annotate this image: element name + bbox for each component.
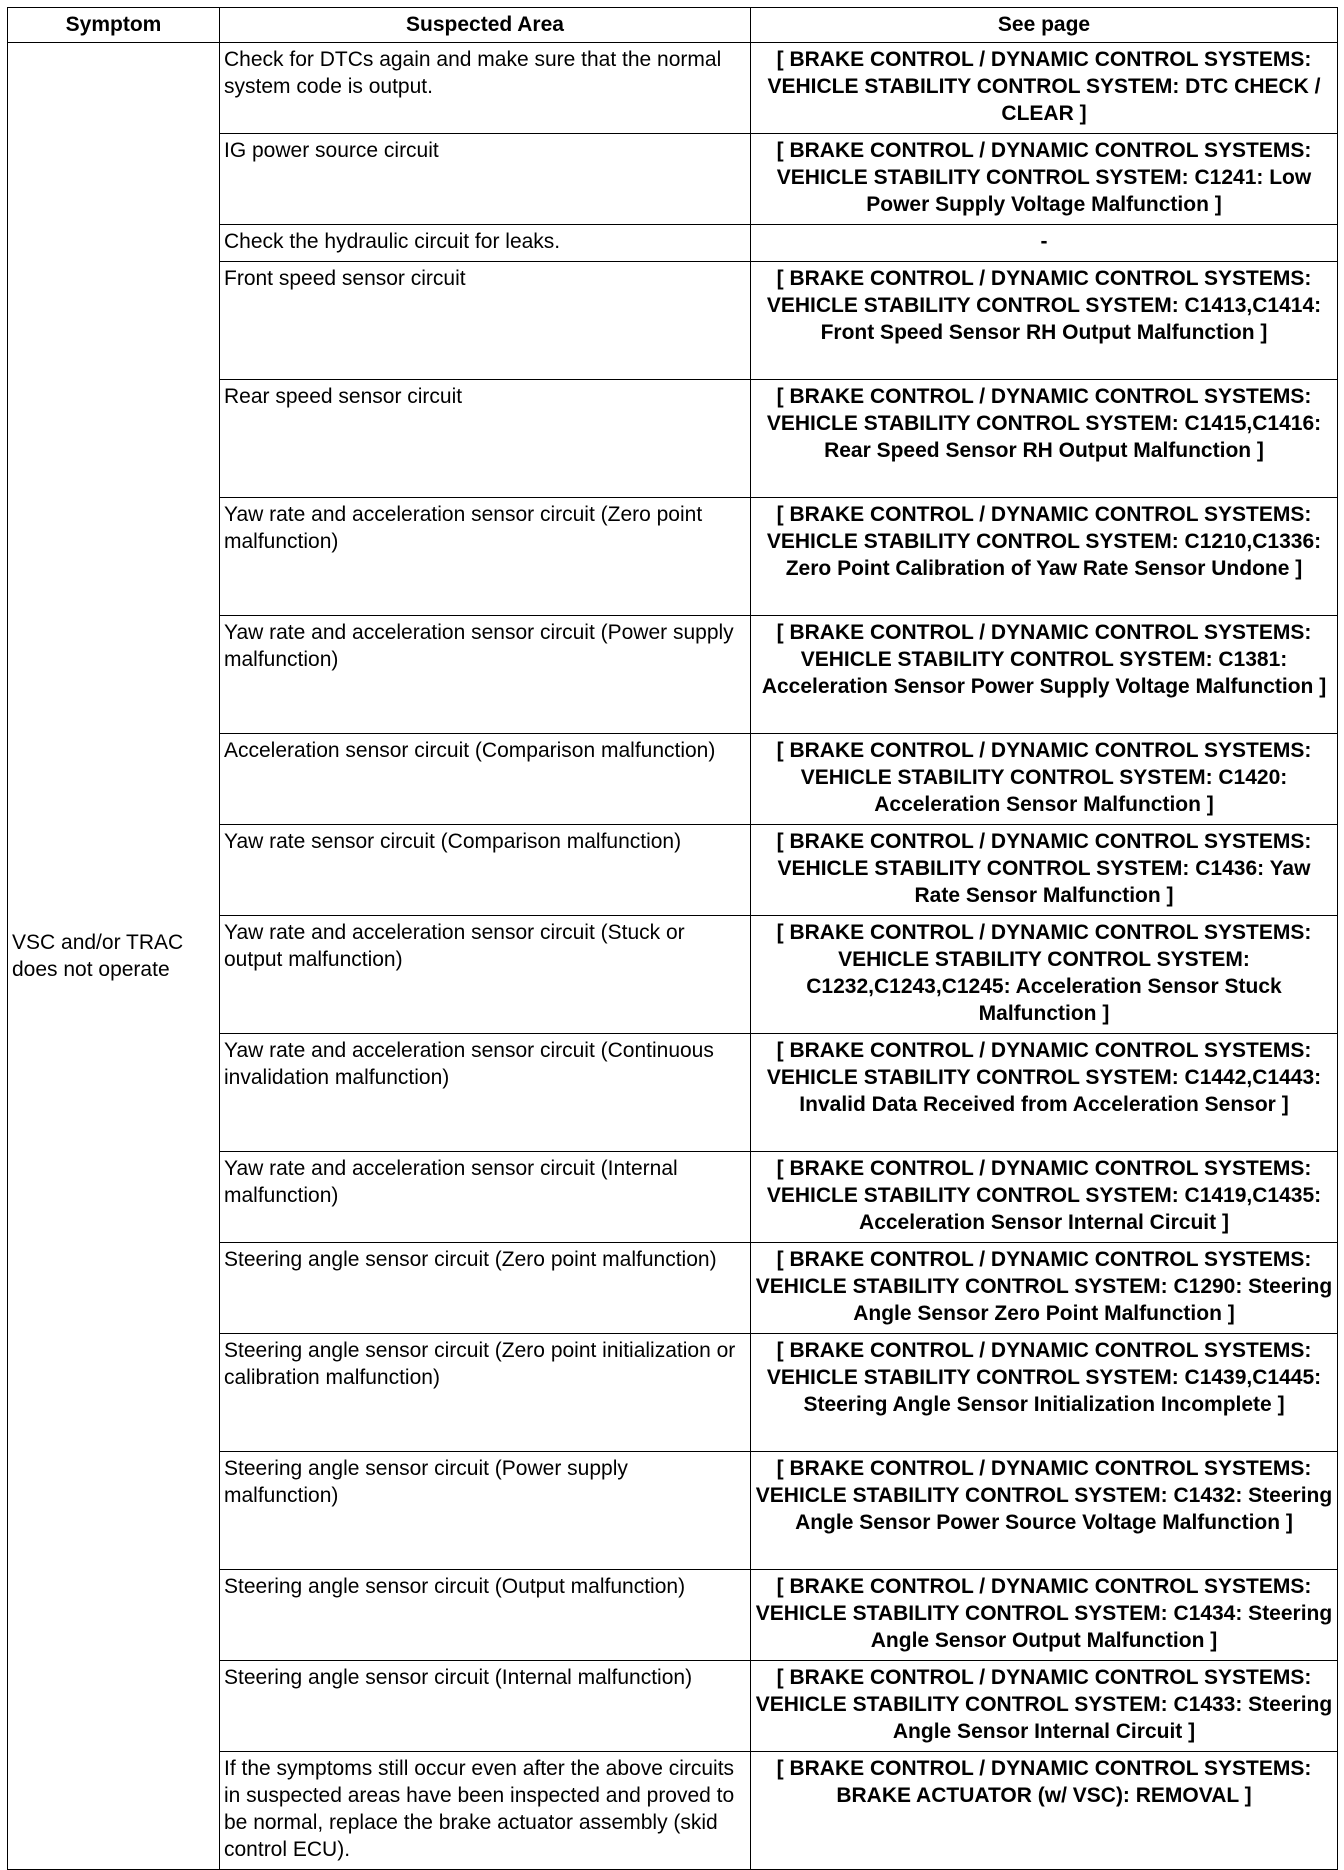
suspected-area-cell: IG power source circuit <box>220 134 751 225</box>
see-page-reference: [ BRAKE CONTROL / DYNAMIC CONTROL SYSTEMS: VEHICLE STABILITY CONTROL SYSTEM: C1290: Steering Angle Sensor Zero Point Malfunction ] <box>751 1243 1338 1334</box>
see-page-reference: [ BRAKE CONTROL / DYNAMIC CONTROL SYSTEMS: VEHICLE STABILITY CONTROL SYSTEM: C1413,C1414: Front Speed Sensor RH Output Malfunction ] <box>751 262 1338 380</box>
suspected-area-cell: Steering angle sensor circuit (Zero point initialization or calibration malfunction) <box>220 1334 751 1452</box>
see-page-reference: [ BRAKE CONTROL / DYNAMIC CONTROL SYSTEMS: VEHICLE STABILITY CONTROL SYSTEM: DTC CHECK / CLEAR ] <box>751 43 1338 134</box>
see-page-reference: [ BRAKE CONTROL / DYNAMIC CONTROL SYSTEMS: VEHICLE STABILITY CONTROL SYSTEM: C1442,C1443: Invalid Data Received from Acceleration Sensor ] <box>751 1034 1338 1152</box>
header-symptom: Symptom <box>8 8 220 43</box>
see-page-reference: [ BRAKE CONTROL / DYNAMIC CONTROL SYSTEMS: VEHICLE STABILITY CONTROL SYSTEM: C1415,C1416: Rear Speed Sensor RH Output Malfunction ] <box>751 380 1338 498</box>
suspected-area-cell: Yaw rate and acceleration sensor circuit (Continuous invalidation malfunction) <box>220 1034 751 1152</box>
table-row <box>8 43 1338 134</box>
see-page-reference: [ BRAKE CONTROL / DYNAMIC CONTROL SYSTEMS: VEHICLE STABILITY CONTROL SYSTEM: C1420: Acceleration Sensor Malfunction ] <box>751 734 1338 825</box>
suspected-area-cell: Yaw rate and acceleration sensor circuit (Stuck or output malfunction) <box>220 916 751 1034</box>
troubleshooting-table <box>7 7 1338 1870</box>
suspected-area-cell: Check the hydraulic circuit for leaks. <box>220 225 751 262</box>
see-page-reference: [ BRAKE CONTROL / DYNAMIC CONTROL SYSTEMS: VEHICLE STABILITY CONTROL SYSTEM: C1419,C1435: Acceleration Sensor Internal Circuit ] <box>751 1152 1338 1243</box>
suspected-area-cell: Front speed sensor circuit <box>220 262 751 380</box>
suspected-area-cell: If the symptoms still occur even after the above circuits in suspected areas have been inspected and proved to be normal, replace the brake actuator assembly (skid control ECU). <box>220 1752 751 1870</box>
header-row <box>8 8 1338 43</box>
see-page-reference: [ BRAKE CONTROL / DYNAMIC CONTROL SYSTEMS: VEHICLE STABILITY CONTROL SYSTEM: C1432: Steering Angle Sensor Power Source Voltage Malfunction ] <box>751 1452 1338 1570</box>
suspected-area-cell: Check for DTCs again and make sure that the normal system code is output. <box>220 43 751 134</box>
see-page-reference: [ BRAKE CONTROL / DYNAMIC CONTROL SYSTEMS: VEHICLE STABILITY CONTROL SYSTEM: C1436: Yaw Rate Sensor Malfunction ] <box>751 825 1338 916</box>
header-see-page: See page <box>751 8 1338 43</box>
see-page-reference: [ BRAKE CONTROL / DYNAMIC CONTROL SYSTEMS: VEHICLE STABILITY CONTROL SYSTEM: C1381: Acceleration Sensor Power Supply Voltage Malfunction ] <box>751 616 1338 734</box>
see-page-reference: [ BRAKE CONTROL / DYNAMIC CONTROL SYSTEMS: VEHICLE STABILITY CONTROL SYSTEM: C1210,C1336: Zero Point Calibration of Yaw Rate Sensor Undone ] <box>751 498 1338 616</box>
header-suspected-area: Suspected Area <box>220 8 751 43</box>
suspected-area-cell: Steering angle sensor circuit (Output malfunction) <box>220 1570 751 1661</box>
symptom-cell: VSC and/or TRAC does not operate <box>8 43 220 1870</box>
suspected-area-cell: Acceleration sensor circuit (Comparison malfunction) <box>220 734 751 825</box>
see-page-reference: [ BRAKE CONTROL / DYNAMIC CONTROL SYSTEMS: VEHICLE STABILITY CONTROL SYSTEM: C1232,C1243,C1245: Acceleration Sensor Stuck Malfunction ] <box>751 916 1338 1034</box>
suspected-area-cell: Yaw rate and acceleration sensor circuit (Internal malfunction) <box>220 1152 751 1243</box>
suspected-area-cell: Steering angle sensor circuit (Zero point malfunction) <box>220 1243 751 1334</box>
suspected-area-cell: Yaw rate and acceleration sensor circuit (Zero point malfunction) <box>220 498 751 616</box>
suspected-area-cell: Steering angle sensor circuit (Internal malfunction) <box>220 1661 751 1752</box>
see-page-reference: [ BRAKE CONTROL / DYNAMIC CONTROL SYSTEMS: BRAKE ACTUATOR (w/ VSC): REMOVAL ] <box>751 1752 1338 1870</box>
suspected-area-cell: Yaw rate sensor circuit (Comparison malfunction) <box>220 825 751 916</box>
see-page-reference: [ BRAKE CONTROL / DYNAMIC CONTROL SYSTEMS: VEHICLE STABILITY CONTROL SYSTEM: C1433: Steering Angle Sensor Internal Circuit ] <box>751 1661 1338 1752</box>
see-page-reference: [ BRAKE CONTROL / DYNAMIC CONTROL SYSTEMS: VEHICLE STABILITY CONTROL SYSTEM: C1439,C1445: Steering Angle Sensor Initialization Incomplete ] <box>751 1334 1338 1452</box>
see-page-reference: [ BRAKE CONTROL / DYNAMIC CONTROL SYSTEMS: VEHICLE STABILITY CONTROL SYSTEM: C1241: Low Power Supply Voltage Malfunction ] <box>751 134 1338 225</box>
see-page-reference: - <box>751 225 1338 262</box>
see-page-reference: [ BRAKE CONTROL / DYNAMIC CONTROL SYSTEMS: VEHICLE STABILITY CONTROL SYSTEM: C1434: Steering Angle Sensor Output Malfunction ] <box>751 1570 1338 1661</box>
suspected-area-cell: Steering angle sensor circuit (Power supply malfunction) <box>220 1452 751 1570</box>
suspected-area-cell: Rear speed sensor circuit <box>220 380 751 498</box>
suspected-area-cell: Yaw rate and acceleration sensor circuit (Power supply malfunction) <box>220 616 751 734</box>
